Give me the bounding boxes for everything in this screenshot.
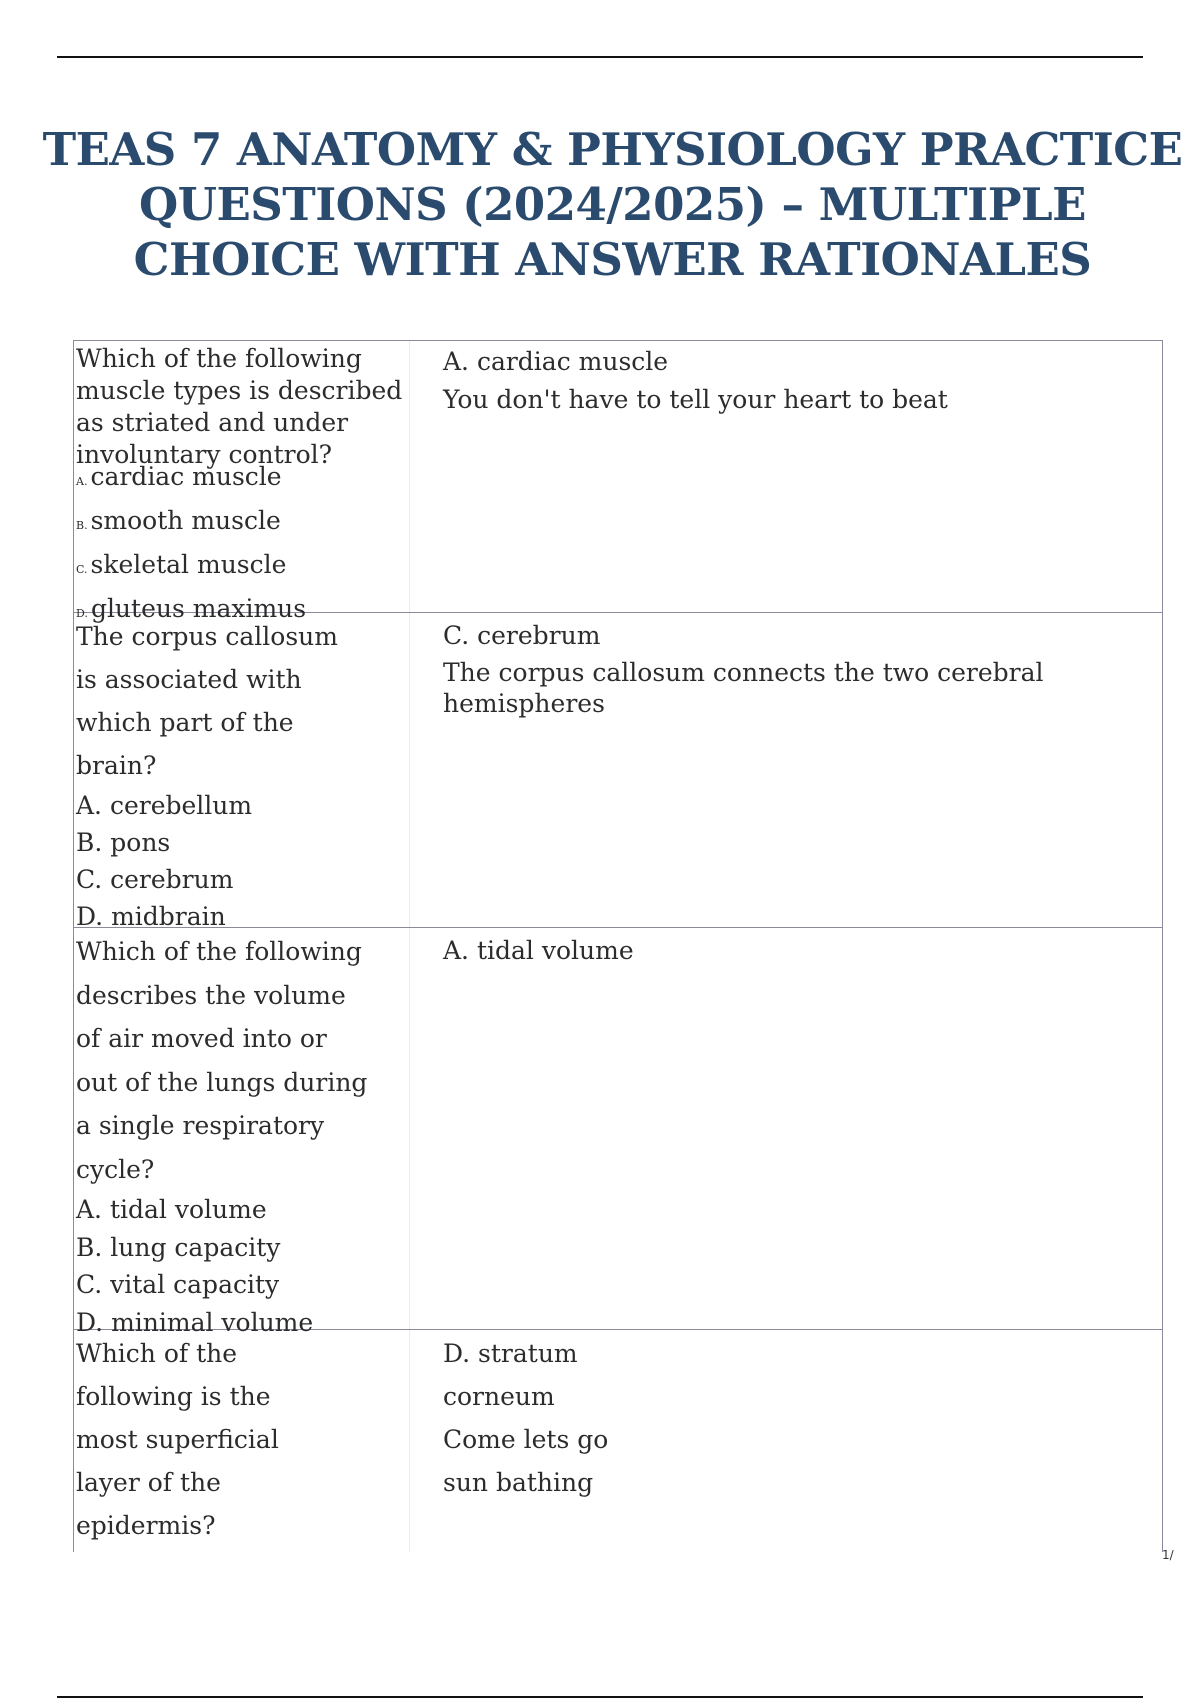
document-title bbox=[30, 122, 1195, 287]
answer-cell bbox=[410, 1330, 1162, 1552]
question-text: The corpus callosum bbox=[76, 622, 338, 651]
answer-option bbox=[76, 457, 409, 501]
question-text: out of the lungs during bbox=[76, 1067, 368, 1097]
answer-option bbox=[76, 1229, 409, 1267]
option-letter: B. bbox=[76, 519, 88, 532]
option-letter: A. bbox=[76, 475, 88, 488]
question-text: involuntary control? bbox=[76, 440, 333, 469]
option-letter: A. bbox=[76, 1195, 103, 1224]
answer-cell bbox=[410, 928, 1162, 1329]
answer-option bbox=[76, 787, 409, 824]
question-text: of air moved into or bbox=[76, 1024, 327, 1053]
option-text: cerebrum bbox=[110, 865, 234, 894]
option-text: cerebellum bbox=[109, 791, 253, 820]
option-letter: C. bbox=[76, 1270, 103, 1299]
option-text: cardiac muscle bbox=[90, 462, 282, 491]
option-text: skeletal muscle bbox=[90, 550, 287, 579]
option-text: tidal volume bbox=[109, 1195, 267, 1224]
option-letter: C. bbox=[76, 865, 103, 894]
option-text: pons bbox=[110, 828, 171, 857]
option-letter: B. bbox=[76, 828, 103, 857]
title-line: CHOICE WITH ANSWER RATIONALES bbox=[133, 233, 1092, 286]
question-text: cycle? bbox=[76, 1154, 155, 1184]
question-text: most superficial bbox=[76, 1425, 279, 1454]
option-letter: D. bbox=[76, 607, 88, 620]
question-text: is associated with bbox=[76, 665, 302, 694]
option-letter: D. bbox=[76, 902, 104, 931]
option-letter: B. bbox=[76, 1232, 103, 1262]
option-letter: A. bbox=[76, 791, 103, 820]
question-text: brain? bbox=[76, 751, 157, 780]
question-text: layer of the bbox=[76, 1468, 221, 1497]
answer-text: A. tidal volume bbox=[443, 936, 634, 965]
rationale-text: The corpus callosum connects the two cerebral bbox=[443, 658, 1044, 687]
option-letter: C. bbox=[76, 563, 88, 576]
question-text: following is the bbox=[76, 1382, 271, 1411]
option-text: minimal volume bbox=[111, 1307, 314, 1337]
qa-table bbox=[73, 340, 1163, 1552]
answer-option bbox=[76, 1266, 409, 1304]
rationale-text: Come lets go bbox=[443, 1425, 609, 1454]
answer-option bbox=[76, 824, 409, 861]
answer-text: A. cardiac muscle bbox=[443, 347, 669, 376]
question-cell bbox=[74, 341, 410, 623]
table-row bbox=[74, 341, 1162, 623]
question-cell bbox=[74, 1330, 410, 1552]
option-text: midbrain bbox=[111, 902, 226, 931]
question-text: Which of the following bbox=[76, 937, 362, 966]
title-line: QUESTIONS (2024/2025) – MULTIPLE bbox=[139, 178, 1086, 231]
answer-text: corneum bbox=[443, 1382, 555, 1411]
title-line: TEAS 7 ANATOMY & PHYSIOLOGY PRACTICE bbox=[42, 123, 1183, 176]
answer-cell bbox=[410, 613, 1162, 927]
table-row bbox=[74, 1330, 1162, 1552]
option-text: gluteus maximus bbox=[90, 594, 307, 623]
question-cell bbox=[74, 613, 410, 931]
table-row bbox=[74, 613, 1162, 931]
question-cell bbox=[74, 928, 410, 1337]
option-letter: D. bbox=[76, 1307, 104, 1337]
option-text: vital capacity bbox=[110, 1270, 280, 1299]
option-text: smooth muscle bbox=[90, 506, 281, 535]
answer-option bbox=[76, 861, 409, 898]
rationale-text: hemispheres bbox=[443, 689, 605, 718]
top-rule bbox=[57, 56, 1143, 58]
answer-text: C. cerebrum bbox=[443, 621, 601, 650]
rationale-text: You don't have to tell your heart to beat bbox=[443, 385, 948, 414]
question-text: describes the volume bbox=[76, 980, 346, 1010]
question-text: a single respiratory bbox=[76, 1111, 325, 1140]
question-text: as striated and under bbox=[76, 408, 349, 437]
answer-text: D. stratum bbox=[443, 1339, 578, 1368]
question-text: which part of the bbox=[76, 708, 294, 737]
page-number: 1/ bbox=[1162, 1548, 1174, 1562]
question-text: epidermis? bbox=[76, 1511, 216, 1540]
answer-cell bbox=[410, 341, 1162, 612]
option-text: lung capacity bbox=[110, 1232, 281, 1262]
rationale-text: sun bathing bbox=[443, 1468, 594, 1497]
answer-option bbox=[76, 545, 409, 589]
question-text: muscle types is described bbox=[76, 376, 403, 405]
table-row bbox=[74, 928, 1162, 1337]
bottom-rule bbox=[57, 1696, 1143, 1698]
answer-option bbox=[76, 1191, 409, 1229]
question-text: Which of the bbox=[76, 1339, 238, 1368]
answer-option bbox=[76, 501, 409, 545]
question-text: Which of the following bbox=[76, 344, 362, 373]
